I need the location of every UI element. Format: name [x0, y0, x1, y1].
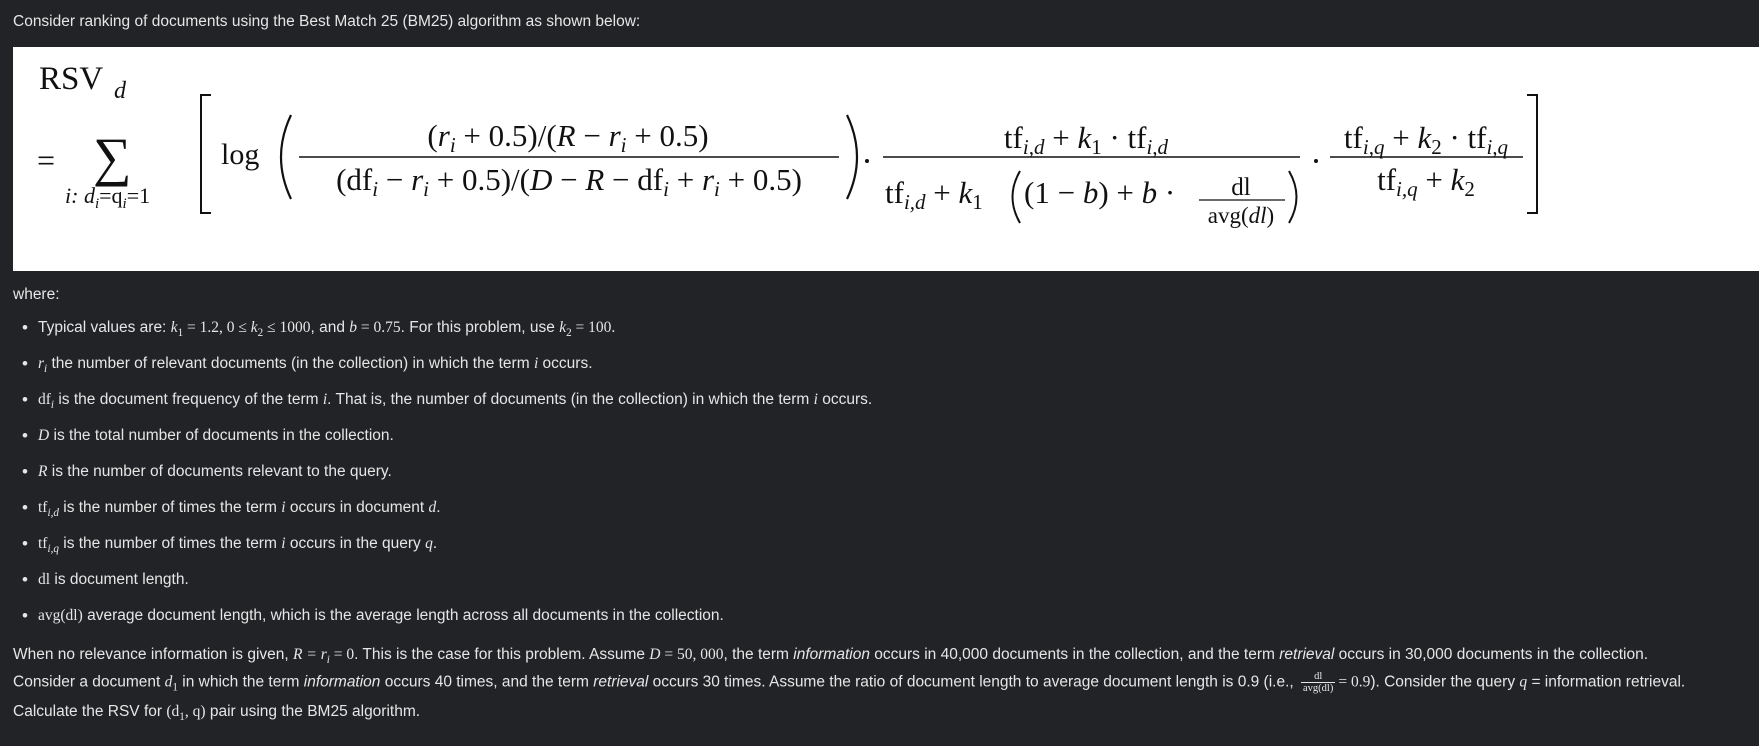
frac2-den-paren: (1 − b) + b · — [1024, 175, 1176, 210]
formula-equals: = — [37, 142, 56, 178]
dl-numerator: dl — [1231, 174, 1251, 201]
list-item: • $df_i$ is the document frequency of the term i. That is, the number of documents (in the collection) in which the term i occurs. — [0, 390, 872, 426]
list-item: • $tf_{i,d}$ is the number of times the term i occurs in document d. — [0, 498, 872, 534]
dl-ratio-fraction: $\frac{dl}{\text{avg(dl)}}$ — [1303, 671, 1334, 695]
where-label: where: — [13, 286, 60, 303]
list-item: • $tf_{i,q}$ is the number of times the term i occurs in the query q. — [0, 534, 872, 570]
intro-text: Consider ranking of documents using the Best Match 25 (BM25) algorithm as shown below: — [13, 13, 641, 30]
frac2-den-left: tfi,d + k1 — [885, 175, 983, 214]
left-bracket — [201, 95, 211, 213]
list-item: • $r_i$ the number of relevant documents (in the collection) in which the term i occurs. — [0, 354, 872, 390]
list-item: • avg(dl) average document length, which is the average length across all documents in the collection. — [0, 606, 872, 642]
mult-dot-2 — [1314, 159, 1318, 163]
definitions-list — [0, 318, 872, 642]
sum-subscript: i: $d_i=q_i=1$ — [65, 183, 151, 212]
list-item: • dl is document length. — [0, 570, 872, 606]
problem-paragraph-1: When no relevance information is given, $R = r_i = 0$. This is the case for this problem. Assume D = 50, 000, the term information occurs in 40,000 documents in the collection, and the term retrieval occurs in 30,000 documents in the collection. — [13, 646, 1649, 667]
formula-lhs: RSV — [39, 61, 104, 97]
mult-dot-1 — [865, 159, 869, 163]
formula-lhs-sub: d — [114, 78, 126, 104]
paren-left-2 — [1013, 171, 1021, 223]
log-label: log — [221, 138, 260, 171]
paren-left-1 — [281, 115, 291, 199]
list-item: • Typical values are: $k_1 = 1.2$, $0 \le k_2 \le 1000$, and b = 0.75. For this problem, use $k_2 = 100$. — [0, 318, 872, 354]
list-item: • D is the total number of documents in the collection. — [0, 426, 872, 462]
frac1-denominator: (dfi − ri + 0.5)/(D − R − dfi + ri + 0.5) — [336, 162, 802, 201]
formula-box — [13, 47, 1759, 271]
frac3-denominator: tfi,q + k2 — [1377, 162, 1475, 201]
sum-symbol: ∑ — [93, 127, 132, 187]
problem-paragraph-2: Consider a document $d_1$ in which the term information occurs 40 times, and the term retrieval occurs 30 times. Assume the ratio of document length to average document length is 0.9 (i.e., $\frac{dl}{\text{avg(dl)}}$ = 0.9). Consider the query q = information retrieval. — [13, 671, 1686, 695]
list-item: • R is the number of documents relevant to the query. — [0, 462, 872, 498]
right-bracket — [1527, 95, 1537, 213]
paren-right-1 — [847, 115, 857, 199]
frac3-numerator: tfi,q + k2 · tfi,q — [1343, 120, 1509, 159]
frac2-numerator: tfi,d + k1 · tfi,d — [1003, 120, 1169, 159]
problem-paragraph-3: Calculate the RSV for ($d_1$, q) pair using the BM25 algorithm. — [13, 703, 421, 724]
avgdl-denominator: avg(dl) — [1207, 203, 1275, 228]
paren-right-2 — [1289, 171, 1297, 223]
bm25-formula — [13, 47, 1759, 271]
frac1-numerator: (ri + 0.5)/(R − ri + 0.5) — [427, 118, 709, 157]
